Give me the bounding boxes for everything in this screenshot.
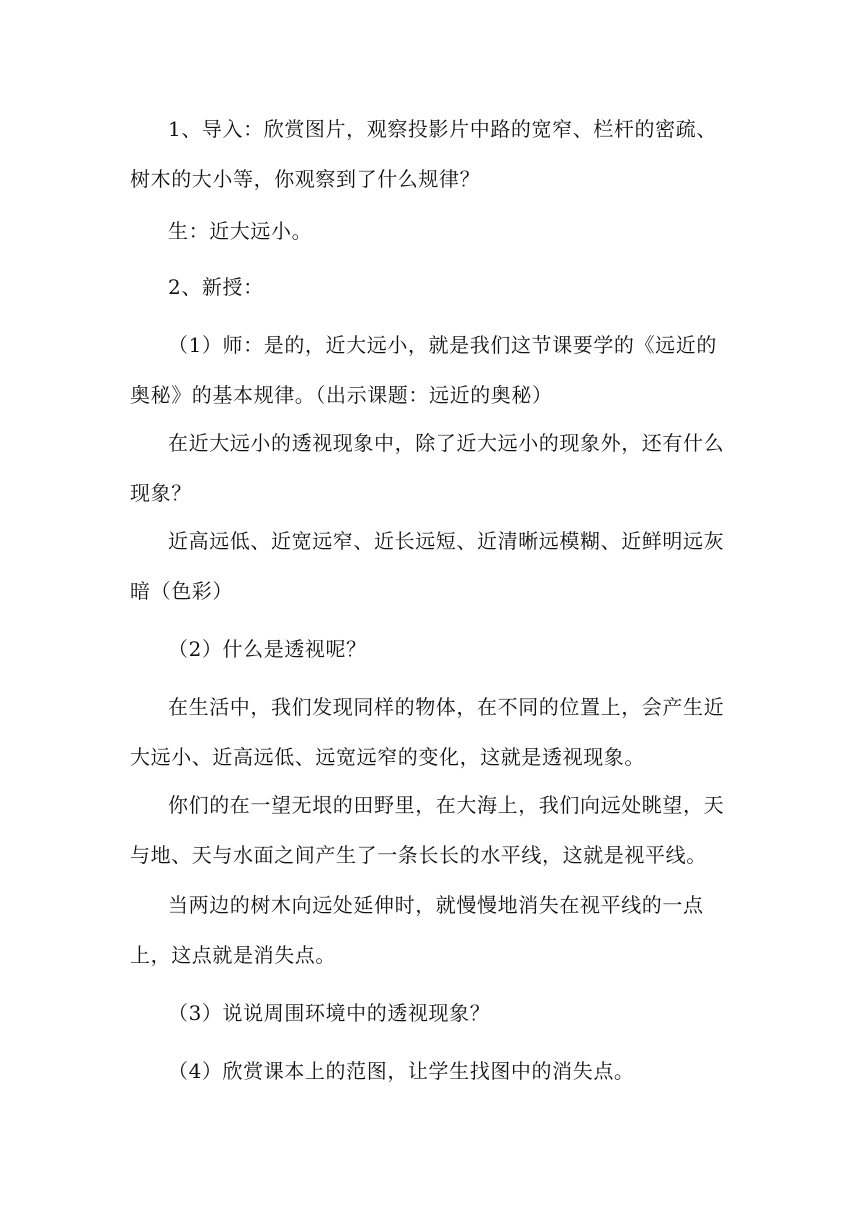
paragraph-perspective-definition: 在生活中，我们发现同样的物体，在不同的位置上，会产生近大远小、近高远低、远宽远窄的变化，这就是透视现象。 (130, 695, 725, 769)
paragraph-new-lesson-heading: 2、新授： (168, 275, 264, 299)
paragraph-what-is-perspective: （2）什么是透视呢？ (168, 637, 367, 661)
paragraph-textbook-examples: （4）欣赏课本上的范图，让学生找图中的消失点。 (168, 1059, 635, 1083)
paragraph-perspective-question: 在近大远小的透视现象中，除了近大远小的现象外，还有什么现象？ (130, 431, 725, 505)
paragraph-surroundings-question: （3）说说周围环境中的透视现象？ (168, 1001, 491, 1025)
paragraph-teacher-intro: （1）师：是的，近大远小，就是我们这节课要学的《远近的奥秘》的基本规律。（出示课题：远近的奥秘） (130, 333, 717, 407)
paragraph-horizon-line: 你们的在一望无垠的田野里，在大海上，我们向远处眺望，天与地、天与水面之间产生了一条长长的水平线，这就是视平线。 (130, 793, 725, 867)
paragraph-vanishing-point: 当两边的树木向远处延伸时，就慢慢地消失在视平线的一点上，这点就是消失点。 (130, 893, 704, 967)
paragraph-intro-question: 1、导入：欣赏图片，观察投影片中路的宽窄、栏杆的密疏、树木的大小等，你观察到了什么规律？ (130, 117, 717, 191)
paragraph-student-answer: 生：近大远小。 (168, 219, 313, 243)
paragraph-perspective-list: 近高远低、近宽远窄、近长远短、近清晰远模糊、近鲜明远灰暗（色彩） (130, 529, 725, 603)
